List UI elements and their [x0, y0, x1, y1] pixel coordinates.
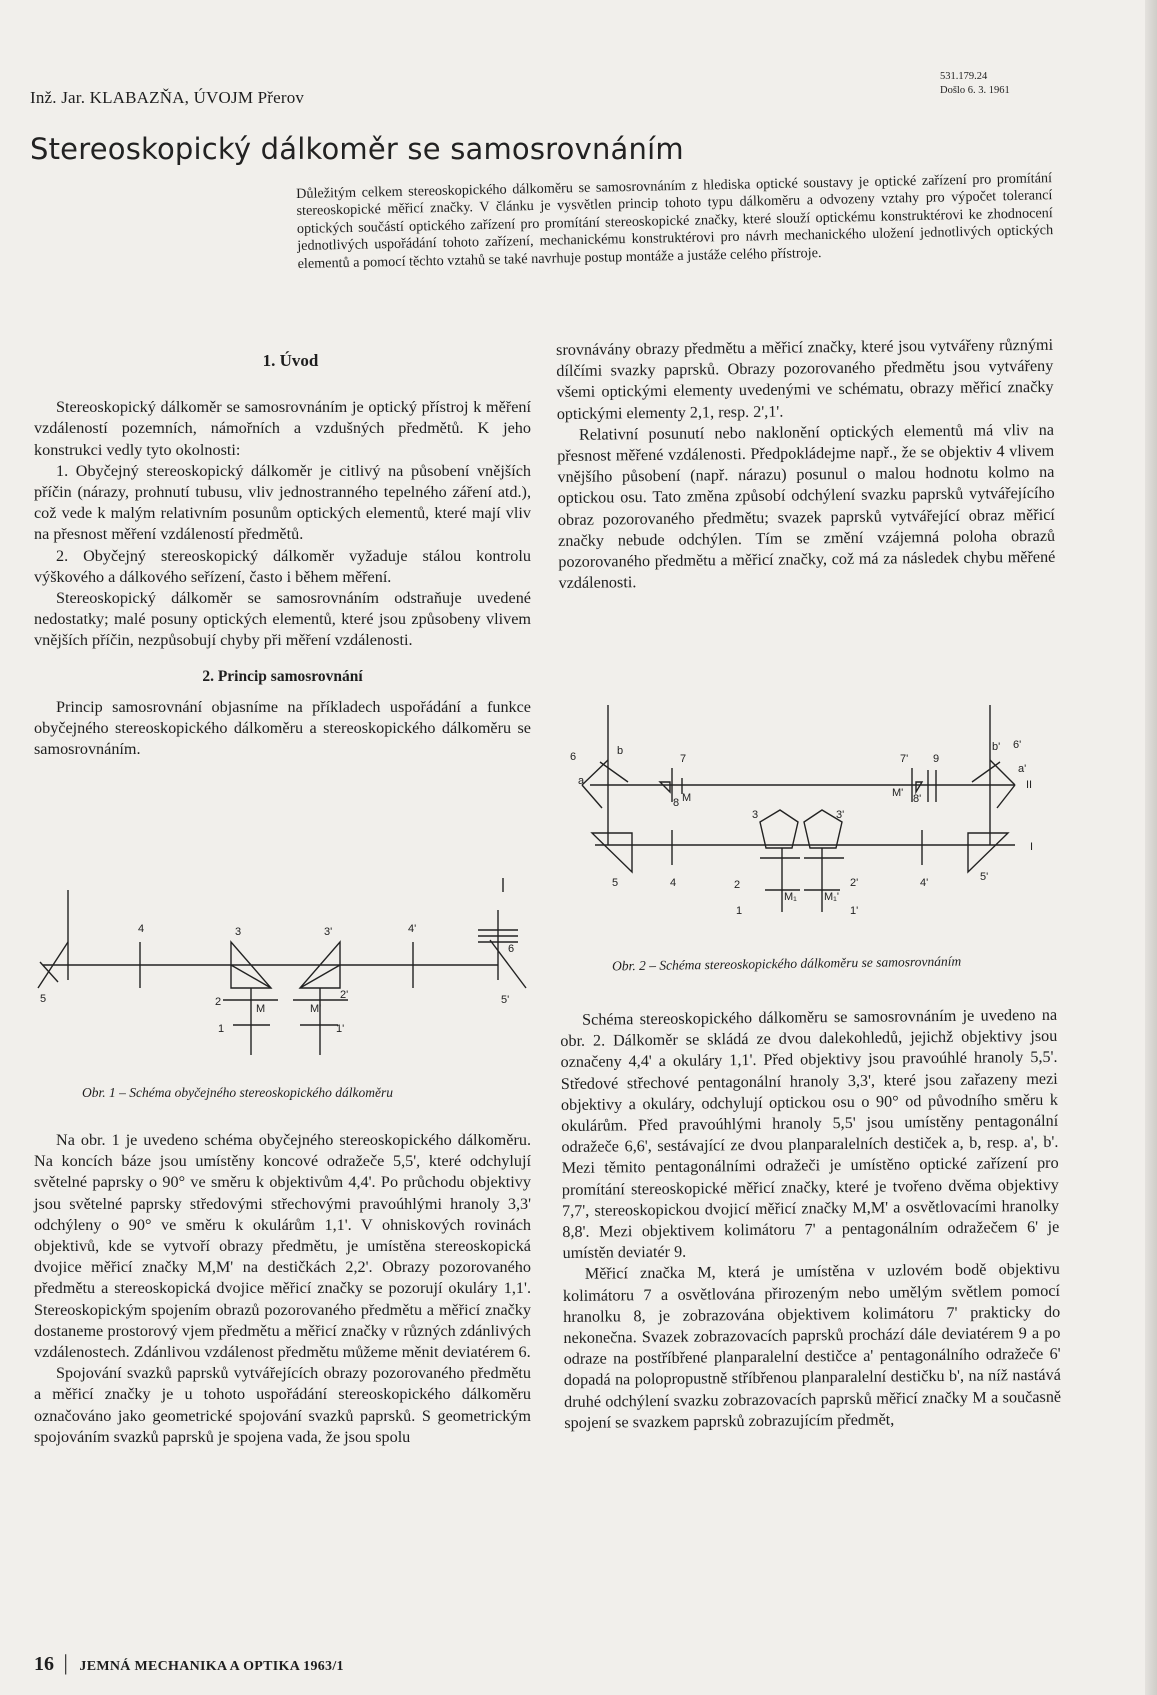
paragraph: 2. Obyčejný stereoskopický dálkoměr vyžaduje stálou kontrolu výškového a dálkového seřízení, často i během měření. — [34, 546, 531, 586]
fig2-label-2: 2 — [734, 879, 741, 891]
fig1-label-1p: 1' — [336, 1023, 345, 1035]
left-column-lower — [34, 1130, 531, 1448]
fig2-label-roman1: I — [1030, 841, 1034, 853]
paragraph: Princip samosrovnání objasníme na příkladech uspořádání a funkce obyčejného stereoskopického dálkoměru a stereoskopického dálkoměru se samosrovnáním. — [34, 697, 531, 759]
page-edge-shadow — [1145, 0, 1157, 1695]
paragraph: 1. Obyčejný stereoskopický dálkoměr je citlivý na působení vnějších příčin (nárazy, prohnutí tubusu, vliv jednostranného tepelného záření atd.), což vede k malým relativním posunům optických elementů, které mají vliv na přesnost měření vzdáleností předmětů. — [34, 461, 531, 544]
fig1-label-4: 4 — [138, 923, 145, 935]
right-column-upper — [556, 335, 1056, 595]
fig2-label-mp: M' — [892, 787, 904, 799]
paragraph: Stereoskopický dálkoměr se samosrovnáním je optický přístroj k měření vzdáleností pozemních, námořních a vzdušných předmětů. K jeho konstrukci vedly tyto okolnosti: — [34, 398, 531, 459]
fig1-label-mp: M' — [310, 1003, 322, 1015]
fig2-label-8: 8 — [673, 797, 680, 809]
figure-2-diagram — [560, 690, 1050, 920]
section-heading-intro: 1. Úvod — [262, 351, 319, 370]
fig2-label-7: 7 — [680, 753, 687, 765]
fig2-label-m1: M₁ — [784, 891, 797, 903]
paragraph: Na obr. 1 je uvedeno schéma obyčejného stereoskopického dálkoměru. Na koncích báze jsou umístěny koncové odražeče 5,5', které odchylují světelné paprsky o 90° ve směru k objektivům 4,4'. Po průchodu objektivy jsou světelné paprsky středovými střechovými pravoúhlými hranoly 3,3' odchýleny o 90° ve směru k okulárům 1,1'. V ohniskových rovinách objektivů, kde se vytvoří obrazy předmětu, je umístěna stereoskopická dvojice měřicí značky M,M' na destičkách 2,2'. Obrazy pozorovaného předmětu a stereoskopická dvojice měřicí značky se pozorují okuláry 1,1'. Stereoskopickým spojením obrazů pozorovaného předmětu a měřicí značky dostaneme prostorový vjem předmětu a měřicí značky v různých zdánlivých vzdálenostech. Zdánlivou vzdálenost předmětu můžeme měnit deviatérem 6. — [34, 1131, 531, 1362]
fig1-label-6: 6 — [508, 943, 515, 955]
fig1-label-2p: 2' — [340, 989, 349, 1001]
page-footer — [34, 1650, 344, 1676]
fig1-label-m: M — [256, 1003, 266, 1015]
fig2-label-7p: 7' — [900, 753, 909, 765]
fig2-label-1p: 1' — [850, 905, 859, 917]
figure-1-caption: Obr. 1 – Schéma obyčejného stereoskopického dálkoměru — [82, 1085, 394, 1100]
fig2-label-bp: b' — [992, 741, 1001, 753]
right-column-lower — [560, 1005, 1061, 1434]
fig1-label-3p: 3' — [324, 926, 333, 938]
fig1-label-4p: 4' — [408, 923, 417, 935]
fig1-label-3: 3 — [235, 926, 242, 938]
journal-name: JEMNÁ MECHANIKA A OPTIKA 1963/1 — [79, 1659, 344, 1674]
fig2-label-5: 5 — [612, 877, 619, 889]
author-line: Inž. Jar. KLABAZŇA, ÚVOJM Přerov — [30, 88, 305, 107]
section-heading-principle: 2. Princip samosrovnání — [202, 667, 363, 685]
fig2-label-4p: 4' — [920, 877, 929, 889]
paragraph: Spojování svazků paprsků vytvářejících obrazy pozorovaného předmětu a měřicí značky je u tohoto uspořádání stereoskopického dálkoměru označováno jako geometrické spojování svazků paprsků. S geometrickým spojováním svazků paprsků je spojena vada, že jsou spolu — [34, 1364, 531, 1446]
fig2-label-1: 1 — [736, 905, 743, 917]
figure-1-diagram — [28, 870, 538, 1070]
abstract: Důležitým celkem stereoskopického dálkoměru se samosrovnáním z hlediska optické soustavy je optické zařízení pro promítání stereoskopické měřicí značky. V článku je vysvětlen princip tohoto typu dálkoměru a odvozeny vztahy pro výpočet tolerancí optických součástí optického zařízení pro promítání stereoskopické značky, které slouží optickému konstruktérovi ke zhodnocení jednotlivých uspořádání tohoto zařízení, mechanickému konstruktérovi pro návrh mechanického uložení jednotlivých optických elementů a pomocí těchto vztahů se také navrhuje postup montáže a justáže celého přístroje. — [296, 170, 1054, 272]
fig2-label-m1p: M₁' — [824, 891, 839, 903]
header-meta — [940, 70, 1010, 98]
fig2-label-3: 3 — [752, 809, 759, 821]
paragraph: Stereoskopický dálkoměr se samosrovnáním odstraňuje uvedené nedostatky; malé posuny optických elementů, které jsou způsobeny vlivem vnějších příčin, nezpůsobují chyby při měření vzdálenosti. — [34, 589, 531, 650]
fig2-label-b: b — [617, 745, 624, 757]
udc-code: 531.179.24 — [940, 71, 988, 82]
fig2-label-4: 4 — [670, 877, 677, 889]
footer-divider: | — [63, 1650, 68, 1675]
fig2-label-ap: a' — [1018, 763, 1027, 775]
fig2-label-m: M — [682, 792, 692, 804]
fig1-label-2: 2 — [215, 996, 222, 1008]
left-column-upper — [34, 350, 531, 760]
fig2-label-2p: 2' — [850, 877, 859, 889]
fig2-label-6: 6 — [570, 751, 577, 763]
fig2-label-3p: 3' — [836, 809, 845, 821]
fig2-label-roman2: II — [1026, 779, 1033, 791]
received-date: Došlo 6. 3. 1961 — [940, 85, 1010, 96]
paragraph: srovnávány obrazy předmětu a měřicí značky, které jsou vytvářeny různými dílčími svazky paprsků. Obrazy pozorovaného předmětu jsou vytvářeny všemi optickými elementy uvedenými ve schématu, obrazy měřicí značky optickými elementy 2,1, resp. 2',1'. — [556, 335, 1054, 423]
fig2-label-6p: 6' — [1013, 739, 1022, 751]
fig1-label-1: 1 — [218, 1023, 225, 1035]
fig2-label-a: a — [578, 775, 585, 787]
fig1-label-5: 5 — [40, 993, 47, 1005]
paragraph: Schéma stereoskopického dálkoměru se samosrovnáním je uvedeno na obr. 2. Dálkoměr se skládá ze dvou dalekohledů, jejichž objektivy jsou označeny 4,4' a okuláry 1,1'. Před objektivy jsou pravoúhlé hranoly 5,5'. Středové střechové pentagonální hranoly 3,3', které jsou zařazeny mezi objektivy a okuláry, odchylují optickou osu o 90° od původního směru k okulárům. Před pravoúhlými hranoly 5,5' jsou umístěny pentagonální odražeče 6,6', sestávající ze dvou planparalelních destiček a, b, resp. a', b'. Mezi těmito pentagonálními odražeči je umístěno optické zařízení pro promítání stereoskopické měřicí značky, které je tvořeno dvěma objektivy 7,7', stereoskopickou dvojicí měřicí značky M,M' a osvětlovacími hranolky 8,8'. Mezi objektivem kolimátoru 7' a pentagonálním odražečem 6' je umístěn deviatér 9. — [560, 1005, 1060, 1263]
paragraph: Měřicí značka M, která je umístěna v uzlovém bodě objektivu kolimátoru 7 a osvětlována přirozeným nebo umělým světlem pomocí hranolku 8, je zobrazována objektivem kolimátoru 7' prakticky do nekonečna. Svazek zobrazovacích paprsků prochází dále deviatérem 9 a po odraze na postříbřené planparalelní destičce a' pentagonálního odražeče 6' dopadá na polopropustně stříbřenou planparalelní destičku b', na níž nastává druhé odchýlení svazku zobrazovacích paprsků měřicí značky M a současně spojení se svazkem paprsků zobrazujícím předmět, — [562, 1260, 1062, 1432]
fig1-label-5p: 5' — [501, 994, 510, 1006]
paragraph: Relativní posunutí nebo naklonění optických elementů má vliv na přesnost měřené vzdálenosti. Předpokládejme např., že se objektiv 4 vlivem vnějšího působení (např. nárazu) posunul o malou hodnotu kolmo na optickou osu. Tato změna způsobí odchýlení svazku paprsků vytvářejícího obraz pozorovaného předmětu; svazek paprsků vytvářející obraz měřicí značky nebude odchýlen. Tím se změní vzájemná poloha obrazů pozorovaného předmětu a měřicí značky, což má za následek chybu měřené vzdálenosti. — [557, 420, 1056, 593]
fig2-label-5p: 5' — [980, 871, 989, 883]
page-number: 16 — [34, 1653, 54, 1675]
figure-2-caption: Obr. 2 – Schéma stereoskopického dálkoměru se samosrovnáním — [611, 953, 962, 974]
fig2-label-9: 9 — [933, 753, 940, 765]
fig2-label-8p: 8' — [913, 793, 922, 805]
article-title: Stereoskopický dálkoměr se samosrovnáním — [30, 132, 684, 166]
